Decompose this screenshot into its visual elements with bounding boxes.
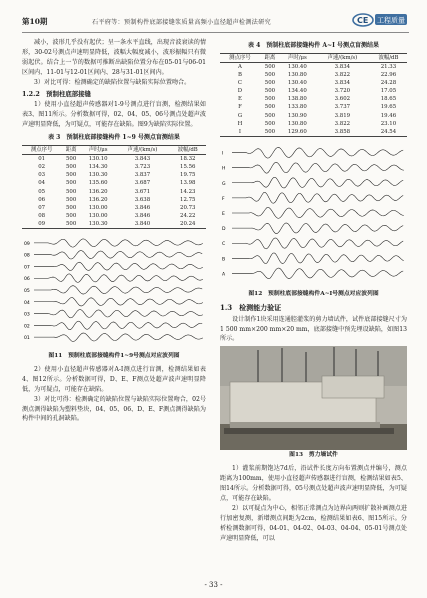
table-cell: 136.20: [88, 196, 108, 203]
table-cell: 04: [38, 180, 46, 187]
table-cell: 3.840: [115, 220, 169, 229]
svg-text:CE: CE: [357, 16, 369, 25]
waveform-trace: [232, 207, 404, 218]
table-cell: 01: [38, 156, 46, 163]
table-3-row: [22, 212, 206, 220]
waveform-trace: [232, 162, 404, 173]
table-cell: 15.56: [180, 164, 196, 171]
table-cell: 500: [65, 212, 77, 219]
waveform-trace: [232, 177, 403, 188]
table-3-row: [22, 179, 206, 187]
table-cell: 3.723: [134, 164, 151, 171]
table-header-cell: 声时/μs: [280, 53, 315, 62]
table-header-cell: 声速/(km/s): [115, 146, 169, 155]
waveform-label: E: [222, 211, 225, 217]
table-3-row: [22, 196, 206, 204]
table-cell: 135.60: [88, 180, 108, 187]
table-cell: 3.687: [134, 180, 151, 187]
table-cell: 500: [264, 64, 276, 70]
table-cell: 130.30: [81, 220, 115, 229]
table-cell: 3.822: [334, 72, 351, 79]
table-cell: 3.602: [334, 96, 351, 103]
table-4-row: [220, 95, 407, 103]
table-cell: H: [237, 120, 243, 127]
table-cell: 20.73: [180, 204, 196, 211]
table-cell: 3.737: [334, 104, 351, 111]
table-cell: 17.05: [380, 88, 397, 95]
waveform-trace: [34, 333, 203, 342]
waveform-trace: [232, 238, 403, 249]
figure-12-waveforms: [220, 139, 407, 289]
table-header-cell: 声速/(km/s): [315, 53, 370, 62]
table-cell: 500: [264, 96, 276, 103]
table-cell: 500: [264, 80, 276, 87]
table-3-row: [22, 204, 206, 212]
paragraph: 减小，波形几乎没有起伏；呈一条水平直线，出现音波衰读的情形，30-02号测点声速明显降低，波幅大幅度减小，波形振幅只有微弱起伏。结合上一节的数据可推断出缺陷位置分布在05-01与06-01区间内、11-01与12-01区间内、28与31-01区间内。: [22, 39, 206, 76]
table-cell: 500: [260, 128, 280, 137]
section-heading: 1.3 检测能力验证: [220, 302, 282, 312]
table-cell: 130.40: [287, 80, 307, 87]
waveform-trace: [34, 321, 202, 330]
paragraph: 1）灌浆前期饱达7d后，沿试件长度方向布置测点并编号，测点距离为100mm，使用小直径超声传感器进行盲测，检测结果如表5、图14所示。分析数据可得，05号测点处超声波声速明显降低，为可疑点，可能存在缺陷。: [220, 465, 407, 502]
table-4-row: [220, 103, 407, 111]
waveform-label: H: [222, 166, 226, 172]
table-cell: 500: [65, 164, 77, 171]
table-cell: 130.40: [287, 64, 307, 70]
waveform-trace: [34, 286, 202, 294]
waveform-label: 04: [24, 300, 30, 306]
table-cell: F: [238, 104, 242, 111]
table-cell: A: [238, 64, 242, 70]
table-cell: 130.30: [88, 172, 108, 179]
table-4-row: [220, 120, 407, 128]
table-4: [220, 53, 407, 137]
table-cell: 07: [38, 204, 46, 211]
table-header-cell: 波幅/dB: [170, 146, 206, 155]
table-cell: 134.40: [287, 88, 307, 95]
table-cell: 24.22: [180, 212, 196, 219]
waveform-trace: [34, 251, 202, 259]
table-cell: B: [237, 72, 242, 79]
table-cell: 136.20: [88, 188, 108, 195]
table-4-row: [220, 63, 407, 72]
table-cell: 130.90: [287, 112, 307, 119]
right-column: [220, 38, 407, 544]
table-3-row: [22, 188, 206, 196]
table-cell: 500: [65, 156, 77, 163]
table-cell: I: [220, 128, 260, 137]
table-4-row: [220, 87, 407, 95]
table-cell: D: [237, 88, 243, 95]
table-cell: 3.822: [334, 120, 351, 127]
table-4-row: [220, 128, 407, 137]
shear-wall-specimen-photo: [220, 346, 407, 450]
table-cell: 06: [38, 196, 46, 203]
table-cell: 08: [38, 212, 46, 219]
table-cell: 05: [38, 188, 46, 195]
table-cell: 3.834: [334, 80, 351, 87]
waveform-trace: [232, 223, 403, 234]
table-cell: 500: [65, 196, 77, 203]
table-cell: 18.65: [380, 96, 397, 103]
table-header-cell: 测点序号: [220, 53, 260, 62]
table-cell: 130.00: [88, 204, 108, 211]
waveform-label: B: [222, 257, 226, 263]
table-cell: 130.80: [287, 72, 307, 79]
table-cell: 24.54: [370, 128, 407, 137]
waveform-label: F: [222, 196, 225, 202]
waveform-trace: [34, 262, 203, 270]
table-cell: 3.846: [134, 204, 151, 211]
waveform-trace: [232, 268, 403, 279]
table-cell: 500: [264, 88, 276, 95]
waveform-label: I: [222, 151, 224, 157]
table-cell: 130.10: [88, 156, 108, 163]
waveform-label: C: [222, 242, 226, 248]
table-cell: 14.23: [180, 188, 196, 195]
waveform-trace: [232, 253, 404, 264]
paragraph: 1）使用小直径超声传感器对1-9号测点进行盲测，检测结果如表3、图11所示。分析数据可得，02、04、05、06号测点处超声波声速明显降低，为可疑点，可能存在缺陷。图9为缺陷实际位置。: [22, 101, 206, 129]
section-heading: 1.2.2 预制柱底部接缝: [22, 89, 91, 98]
running-header: [22, 10, 409, 33]
table-cell: 3.834: [334, 64, 351, 70]
table-header-cell: 距离: [61, 146, 81, 155]
waveform-trace: [232, 147, 403, 158]
svg-text:工程质量: 工程质量: [377, 16, 405, 25]
table-cell: 19.46: [380, 112, 397, 119]
waveform-label: 01: [24, 336, 30, 342]
paragraph: 2）使用小直径超声传感器对A-I测点进行盲测，检测结果如表4、图12所示。分析数据可得，D、E、F测点处超声波声速明显降低，为可疑点，可能存在缺陷。: [22, 365, 206, 393]
waveform-trace: [34, 239, 203, 247]
table-cell: 500: [264, 72, 276, 79]
waveform-label: A: [222, 272, 226, 278]
paragraph: 2）以可疑点为中心，相邻正常测点为边界向两则扩散补画测点进行加密复测，新增测点间距为2cm，检测结果如表6、图15所示。分析检测数据可得，04-01、04-02、04-03、04-04、05-01号测点处声速明显降低，可以: [220, 504, 407, 542]
table-cell: 500: [65, 180, 77, 187]
page-number: - 33 -: [204, 581, 223, 589]
waveform-trace: [34, 274, 203, 282]
table-cell: 130.80: [287, 120, 307, 127]
table-cell: 500: [264, 120, 276, 127]
table-cell: 20.24: [170, 220, 206, 229]
table-cell: 134.30: [88, 164, 108, 171]
table-cell: 3.846: [134, 212, 151, 219]
table-cell: 3.843: [134, 156, 151, 163]
table-cell: 3.819: [334, 112, 351, 119]
paragraph: 3）对比可得：检测确定的缺陷位置与缺陷实际位置吻合，02号测点测得缺陷为塑料垫块，04、05、06、D、E、F测点测得缺陷为构件中间的孔洞缺陷。: [22, 395, 206, 423]
table-cell: G: [237, 112, 243, 119]
figure-11-waveforms: [22, 231, 206, 351]
waveform-label: 05: [24, 289, 30, 294]
figure-11-caption: 图11 预制柱底部接缝构件1~9号测点对应波列图: [48, 353, 180, 359]
table-3: [22, 145, 206, 229]
table-cell: 19.65: [380, 104, 397, 111]
table-header-cell: 测点序号: [22, 146, 61, 155]
figure-12-caption: 图12 预制柱底部接缝构件A~I号测点对应波列图: [248, 290, 379, 297]
table-cell: 21.33: [380, 64, 397, 70]
table-cell: 3.858: [315, 128, 370, 137]
table-cell: 02: [38, 164, 46, 171]
paragraph: 3）对比可得：检测确定的缺陷位置与缺陷实际位置吻合。: [34, 78, 191, 86]
table-cell: 3.720: [334, 88, 351, 95]
table-cell: 24.28: [380, 80, 397, 87]
table-cell: E: [238, 96, 242, 103]
table-cell: 22.96: [380, 72, 397, 79]
table-cell: 500: [65, 204, 77, 211]
table-4-caption: 表 4 预制柱底部接缝构件 A~I 号测点盲测结果: [248, 42, 379, 49]
table-cell: 500: [65, 172, 77, 179]
running-title: 石平府等：预制构件底部接缝浆质量高频小直径超声检测法研究: [92, 19, 271, 26]
waveform-label: 08: [24, 253, 30, 259]
table-cell: 3.671: [134, 188, 151, 195]
waveform-label: 09: [24, 241, 30, 247]
table-header-cell: 距离: [260, 53, 280, 62]
table-4-row: [220, 79, 407, 87]
table-3-caption: 表 3 预制柱底部接缝构件 1~9 号测点盲测结果: [48, 134, 180, 142]
table-cell: C: [237, 80, 243, 87]
table-4-row: [220, 71, 407, 79]
table-cell: 500: [264, 104, 276, 111]
table-cell: 09: [22, 220, 61, 229]
waveform-label: 02: [24, 324, 30, 330]
table-cell: 19.75: [180, 172, 196, 179]
waveform-trace: [232, 192, 403, 203]
table-3-row: [22, 155, 206, 164]
table-header-cell: 波幅/dB: [370, 53, 407, 62]
waveform-label: 07: [24, 265, 30, 271]
table-cell: 500: [65, 188, 77, 195]
table-cell: 12.75: [180, 196, 196, 203]
waveform-label: D: [222, 226, 226, 232]
table-cell: 133.80: [287, 104, 307, 111]
journal-logo-icon: [351, 11, 409, 28]
paragraph: 设计制作1块采用连通腔灌浆的剪力墙试件，试件底部接缝尺寸为1 500 mm×200 mm×20 mm，底部接缝中预先埋设缺陷，如图13所示。: [220, 315, 407, 343]
waveform-label: 06: [24, 277, 30, 283]
figure-13-caption: 图13 剪力墙试件: [289, 452, 338, 459]
waveform-trace: [34, 310, 203, 318]
waveform-label: 03: [24, 312, 30, 318]
table-cell: 500: [264, 112, 276, 119]
left-column: [22, 38, 206, 424]
table-header-cell: 声时/μs: [81, 146, 115, 155]
issue-number: 第10期: [22, 17, 48, 26]
table-cell: 18.32: [180, 156, 196, 163]
table-4-row: [220, 112, 407, 120]
table-cell: 3.837: [134, 172, 151, 179]
table-3-row: [22, 171, 206, 179]
table-cell: 23.10: [380, 120, 397, 127]
table-cell: 3.638: [134, 196, 151, 203]
waveform-label: G: [222, 181, 226, 187]
table-3-row: [22, 220, 206, 229]
table-cell: 138.80: [287, 96, 307, 103]
table-cell: 03: [38, 172, 46, 179]
table-cell: 13.98: [180, 180, 196, 187]
table-cell: 129.60: [280, 128, 315, 137]
table-cell: 130.00: [88, 212, 108, 219]
table-3-row: [22, 163, 206, 171]
table-cell: 500: [61, 220, 81, 229]
waveform-trace: [34, 297, 203, 306]
